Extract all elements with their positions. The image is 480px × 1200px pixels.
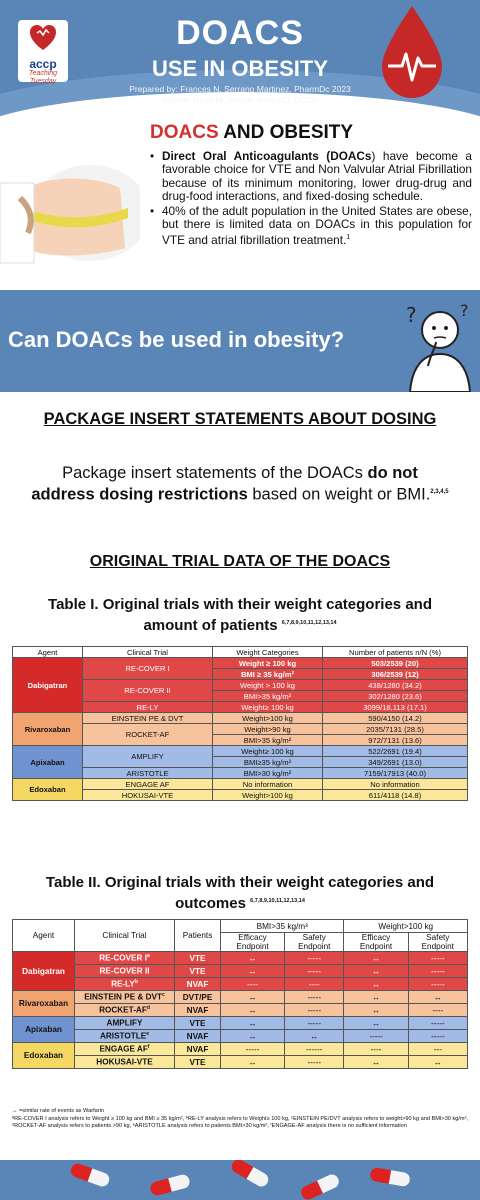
outcome-cell: ↔ [344,1004,408,1017]
outcome-cell: ----- [344,1030,408,1043]
svg-text:?: ? [406,303,417,327]
count-cell: 2035/7131 (28.5) [323,724,468,735]
count-cell: 972/7131 (13.6) [323,735,468,746]
weight-cell: BMI>30 kg/m² [213,768,323,779]
patients-cell: VTE [175,1017,221,1030]
outcome-cell: ↔ [221,965,285,978]
outcome-cell: ---- [285,978,344,991]
original-heading: ORIGINAL TRIAL DATA OF THE DOACS [89,553,391,570]
table-row [13,991,468,1004]
trial-cell: ARISTOTLE$^e$ [75,1030,175,1043]
thinking-person-icon [400,296,480,392]
trial-cell: EINSTEIN PE & DVT$^c$ [75,991,175,1004]
table-row [13,952,468,965]
count-cell: 522/2691 (19.4) [323,746,468,757]
count-cell: 3099/18,113 (17.1) [323,702,468,713]
outcome-cell: ↔ [344,978,408,991]
count-cell: 302/1280 (23.6) [323,691,468,702]
outcome-cell: ----- [285,991,344,1004]
trial-cell: ROCKET-AF [83,724,213,746]
weight-cell: Weight>100 kg [213,790,323,801]
outcome-cell: ----- [408,1030,467,1043]
outcome-cell: ----- [285,1004,344,1017]
table-row [13,1043,468,1056]
original-trial-section [0,553,480,583]
trial-cell: ARISTOTLE [83,768,213,779]
weight-cell: Weight > 100 kg [213,680,323,691]
header-safety: Safety Endpoint [408,933,467,952]
obesity-section [0,118,480,288]
weight-cell: BMI>35 kg/m² [213,691,323,702]
outcome-cell: ----- [408,952,467,965]
count-cell: 306/2539 (12) [323,669,468,680]
pill-icon [229,1160,271,1189]
package-heading: PACKAGE INSERT STATEMENTS ABOUT DOSING [43,410,437,428]
trial-cell: RE-COVER II [75,965,175,978]
outcome-cell: ----- [408,978,467,991]
trial-cell: HOKUSAI-VTE [75,1056,175,1069]
svg-text:?: ? [460,301,469,320]
table2-body [13,952,468,1069]
header-trial: Clinical Trial [75,920,175,952]
obesity-bullets [150,150,472,249]
outcome-cell: ↔ [344,991,408,1004]
trial-cell: HOKUSAI-VTE [83,790,213,801]
outcome-cell: ↔ [408,991,467,1004]
outcome-cell: ↔ [344,952,408,965]
bullet-obesity-stat: • 40% of the adult population in the United States are obese, but there is limited data on DOACs in this population for VTE and atrial fibrillation treatment.$^1$ [150,205,472,248]
header-agent: Agent [13,920,75,952]
outcome-cell: ---- [408,1004,467,1017]
outcome-cell: ↔ [285,1030,344,1043]
weight-cell: BMI ≥ 35 kg/m² [213,669,323,680]
weight-cell: Weight>100 kg [213,713,323,724]
outcome-cell: ----- [408,965,467,978]
table1 [12,646,468,801]
pill-icon [299,1172,341,1200]
count-cell: 503/2539 (20) [323,658,468,669]
outcome-cell: ---- [221,978,285,991]
outcome-cell: ----- [285,965,344,978]
outcome-cell: ↔ [344,965,408,978]
patients-cell: VTE [175,965,221,978]
table2-title: Table II. Original trials with their weight categories and outcomes $^{6,7,8,9,10,11,12,13,14}$ [45,874,435,912]
header-patients: Patients [175,920,221,952]
footer-banner [0,1160,480,1200]
header-efficacy: Efficacy Endpoint [221,933,285,952]
header-agent: Agent [13,647,83,658]
header-group-bmi: BMI>35 kg/m³ [221,920,344,933]
title-line-1: DOACS [176,14,304,52]
weight-cell: No information [213,779,323,790]
count-cell: 590/4150 (14.2) [323,713,468,724]
trial-cell: RE-COVER $I^a$ [75,952,175,965]
pill-icon [369,1167,411,1188]
outcome-cell: ↔ [221,991,285,1004]
outcome-cell: ----- [221,1043,285,1056]
footnote-text: ªRE-COVER I analysis refers to Weight ≥ 100 kg and BMI ≥ 35 kg/m², ᵇRE-LY analysis refers to Weight≥ 100 kg, ᶜEINSTEIN PE/DVT analysis refers to weight>90 kg and BMI>30 kg/m², ᵈROCKET-AF analysis refers to patients >90 kg, ᵉARISTOTLE analysis refers to patients BMI>30 kg/m², ᶠENGAGE-AF analysis there is no sufficient information [12,1116,469,1129]
table1-title: Table I. Original trials with their weight categories and amount of patients $^{6,7,8,9,10,11,12,13,14}$ [48,596,432,634]
trial-cell: RE-COVER I [83,658,213,680]
outcome-cell: ----- [285,1056,344,1069]
table-header-row [13,647,468,658]
table2 [12,919,468,1069]
patients-cell: NVAF [175,1004,221,1017]
outcome-cell: --- [408,1043,467,1056]
header-banner [0,0,480,118]
patients-cell: NVAF [175,1043,221,1056]
header-group-weight: Weight>100 kg [344,920,468,933]
package-insert-section [0,410,480,530]
logo-subtext: Teaching Tuesday [28,70,58,85]
patients-cell: VTE [175,1056,221,1069]
table-row [13,1004,468,1017]
weight-cell: BMI≥35 kg/m² [213,757,323,768]
trial-cell: ENGAGE AF [83,779,213,790]
count-cell: 611/4118 (14.8) [323,790,468,801]
table-group-row [13,920,468,933]
table-row [13,978,468,991]
trial-cell: RE-LY [83,702,213,713]
trial-cell: $RE-LY^b$ [75,978,175,991]
outcome-cell: ----- [408,1017,467,1030]
table-row [13,965,468,978]
outcome-cell: ↔ [344,1017,408,1030]
weight-cell: Weight≥ 100 kg [213,746,323,757]
agent-rivaroxaban: Rivaroxaban [13,713,83,746]
trial-cell: AMPLIFY [75,1017,175,1030]
question-text: Can DOACs be used in obesity? [8,327,345,352]
weight-cell: Weight>90 kg [213,724,323,735]
trial-cell: RE-COVER II [83,680,213,702]
legend-text: ↔ =similar rate of events as Warfarin [12,1108,104,1114]
outcome-cell: ↔ [221,1056,285,1069]
header-weight: Weight Categories [213,647,323,658]
prepared-by: Prepared by: Frances N. Serrano Martinez, PharmDc 2023 [129,84,351,94]
agent-apixaban: Apixaban [13,746,83,779]
measuring-tape-illustration [0,158,140,268]
table-row [13,713,468,724]
weight-cell: BMI>35 kg/m² [213,735,323,746]
mentor: Mentor: Ryan M. Vesper, PharmD, BCCP [162,95,318,105]
outcome-cell: ↔ [408,1056,467,1069]
title-line-2: USE IN OBESITY [151,56,329,81]
trial-cell: EINSTEIN PE & DVT [83,713,213,724]
logo-text: accp [29,57,57,71]
trial-cell: ROCKET-$AF^d$ [75,1004,175,1017]
outcome-cell: ---- [344,1043,408,1056]
outcome-cell: ↔ [221,1030,285,1043]
weight-cell: Weight ≥ 100 kg [213,658,323,669]
table-row [13,779,468,790]
patients-cell: DVT/PE [175,991,221,1004]
pill-icon [149,1173,191,1197]
header-trial: Clinical Trial [83,647,213,658]
outcome-cell: ↔ [221,1017,285,1030]
agent-cell: Dabigatran [13,952,75,991]
count-cell: 349/2691 (13.0) [323,757,468,768]
table-row [13,658,468,669]
patients-cell: NVAF [175,978,221,991]
blood-drop-icon [376,4,448,100]
agent-dabigatran: Dabigatran [13,658,83,713]
patients-cell: NVAF [175,1030,221,1043]
bullet-doacs: • Direct Oral Anticoagulants (DOACs) have become a favorable choice for VTE and Non Valvular Atrial Fibrillation because of its minimum monitoring, lower drug-drug and drug-food interactions, and fixed-dosing schedule. [150,150,472,204]
patients-cell: VTE [175,952,221,965]
trial-cell: ENGAGE $AF^f$ [75,1043,175,1056]
agent-edoxaban: Edoxaban [13,779,83,801]
header-safety: Safety Endpoint [285,933,344,952]
agent-cell: Edoxaban [13,1043,75,1069]
pill-icon [69,1162,111,1189]
agent-cell: Apixaban [13,1017,75,1043]
outcome-cell: ------ [285,1043,344,1056]
count-cell: 7159/17913 (40.0) [323,768,468,779]
outcome-cell: ----- [285,1017,344,1030]
count-cell: 438/1280 (34.2) [323,680,468,691]
header-efficacy: Efficacy Endpoint [344,933,408,952]
agent-cell: Rivaroxaban [13,991,75,1017]
table-row [13,1017,468,1030]
weight-cell: Weight≥ 100 kg [213,702,323,713]
count-cell: No information [323,779,468,790]
trial-cell: AMPLIFY [83,746,213,768]
outcome-cell: ↔ [221,1004,285,1017]
table-row [13,1056,468,1069]
obesity-heading: DOACS AND OBESITY [150,122,354,143]
header-patients: Number of patients n/N (%) [323,647,468,658]
question-band [0,290,480,392]
table-row [13,1030,468,1043]
outcome-cell: ↔ [221,952,285,965]
package-text: Package insert statements of the DOACs do not address dosing restrictions based on weight or BMI.$^{2,3,4,5}$ [31,464,449,504]
outcome-cell: ----- [285,952,344,965]
outcome-cell: ↔ [344,1056,408,1069]
table-row [13,746,468,757]
